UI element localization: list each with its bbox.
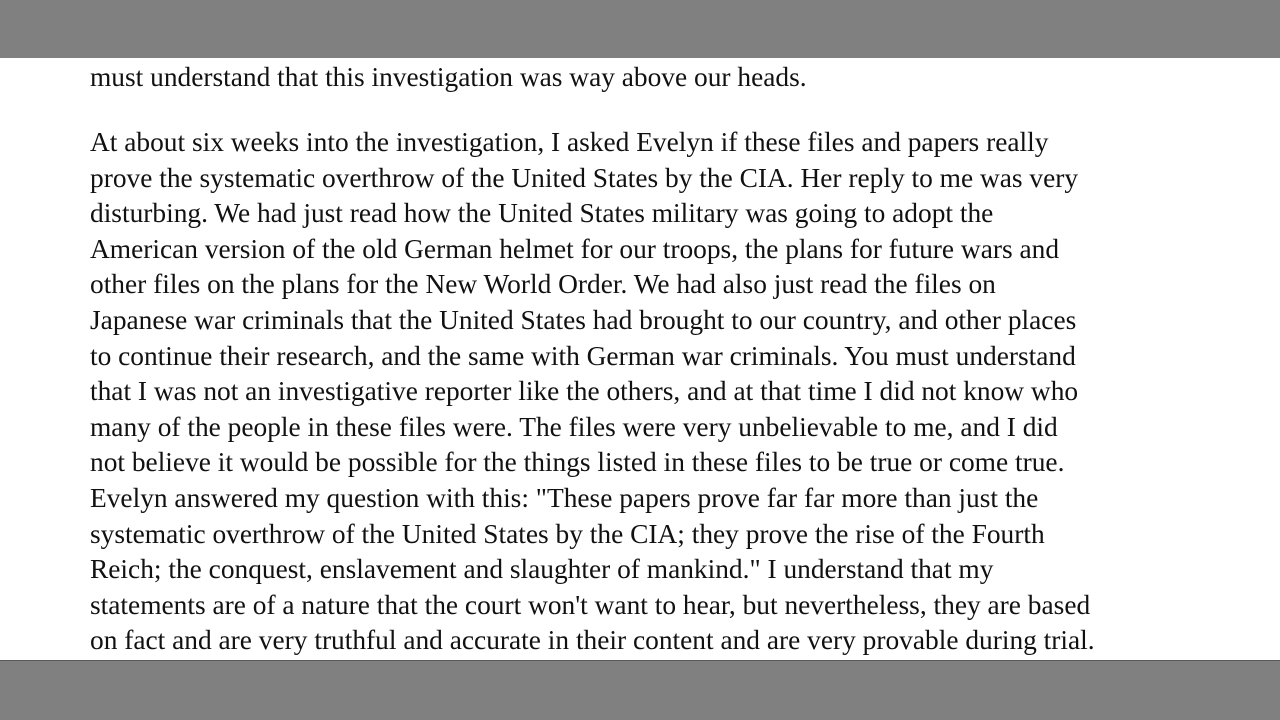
paragraph-line: Reich; the conquest, enslavement and slaughter of mankind." I understand that my	[90, 554, 994, 585]
paragraph-line: not believe it would be possible for the things listed in these files to be true or come true.	[90, 447, 1065, 478]
paragraph-line: At about six weeks into the investigation, I asked Evelyn if these files and papers really	[90, 127, 1049, 157]
paragraph-line: must understand that this investigation was way above our heads.	[90, 61, 807, 92]
paragraph-line: on fact and are very truthful and accurate in their content and are very provable during trial.	[90, 625, 1095, 656]
viewer-bottom-bar	[0, 660, 1280, 720]
paragraph-line: Evelyn answered my question with this: "These papers prove far far more than just the	[90, 482, 1039, 513]
paragraph-line: other files on the plans for the New World Order. We had also just read the files on	[90, 269, 996, 300]
paragraph-line: to continue their research, and the same with German war criminals. You must understand	[90, 340, 1076, 371]
paragraph-line: American version of the old German helmet for our troops, the plans for future wars and	[90, 233, 1060, 264]
paragraph-line: systematic overthrow of the United States by the CIA; they prove the rise of the Fourth	[90, 518, 1045, 549]
paragraph-line: many of the people in these files were. The files were very unbelievable to me, and I did	[90, 411, 1058, 442]
paragraph-line: Japanese war criminals that the United States had brought to our country, and other places	[90, 304, 1077, 335]
paragraph-line: that I was not an investigative reporter like the others, and at that time I did not know who	[90, 376, 1079, 407]
paragraph-line: statements are of a nature that the court won't want to hear, but nevertheless, they are based	[90, 589, 1091, 620]
viewer-top-bar	[0, 0, 1280, 58]
paragraph-line: disturbing. We had just read how the United States military was going to adopt the	[90, 198, 994, 229]
paragraph-line: prove the systematic overthrow of the United States by the CIA. Her reply to me was very	[90, 162, 1079, 193]
paragraph-2	[90, 125, 1200, 659]
